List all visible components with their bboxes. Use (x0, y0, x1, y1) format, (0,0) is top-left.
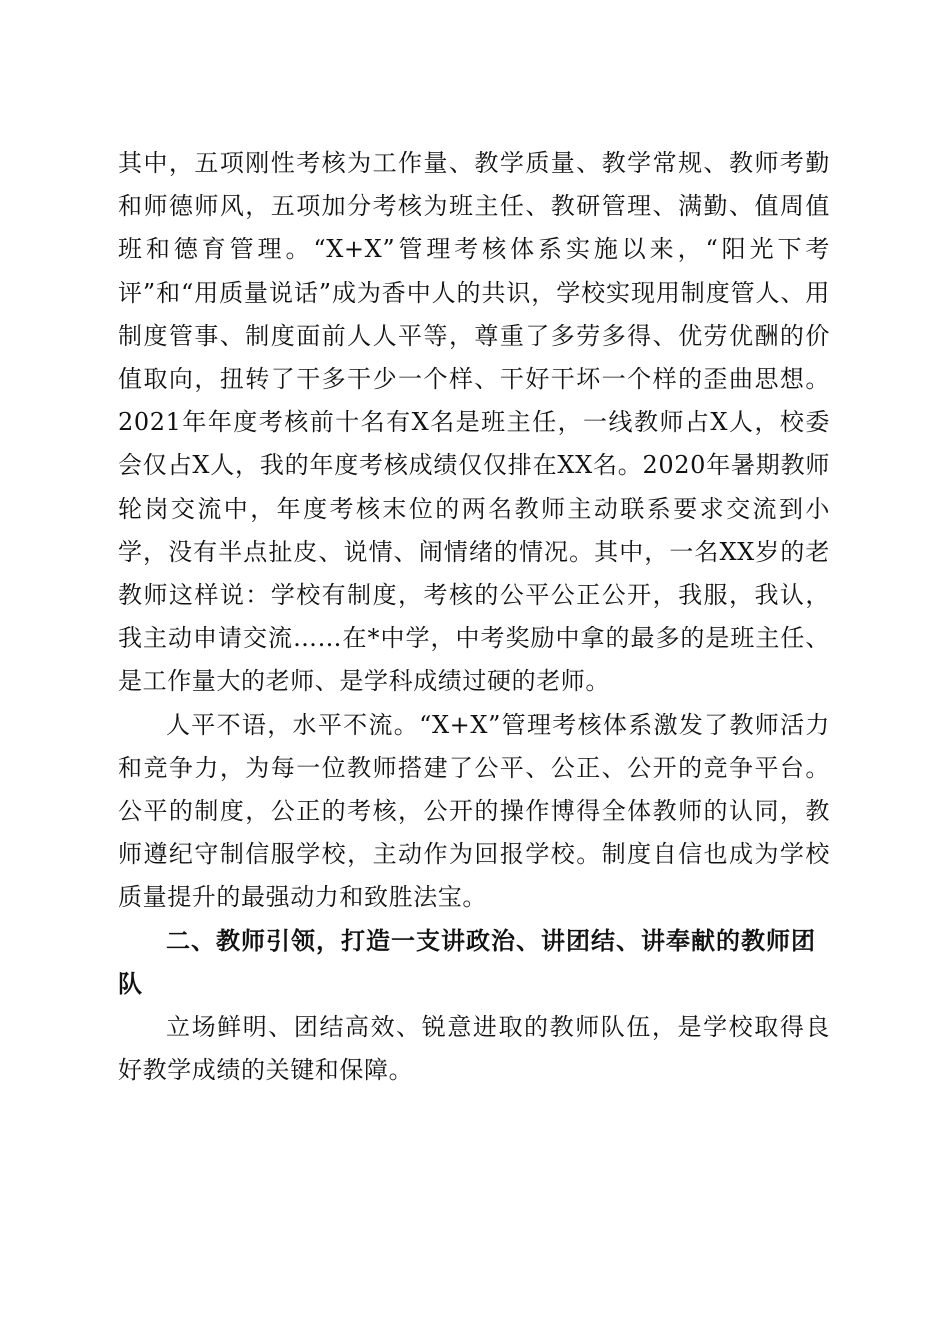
paragraph-teacher-team: 立场鲜明、团结高效、锐意进取的教师队伍，是学校取得良好教学成绩的关键和保障。 (118, 1013, 830, 1085)
paragraph-assessment-results: 其中，五项刚性考核为工作量、教学质量、教学常规、教师考勤和师德师风，五项加分考核为班主任、教研管理、满勤、值周值班和德育管理。“X+X”管理考核体系实施以来，“阳光下考评”和“用质量说话”成为香中人的共识，学校实现用制度管人、用制度管事、制度面前人人平等，尊重了多劳多得、优劳优酬的价值取向，扭转了干多干少一个样、干好干坏一个样的歪曲思想。2021年年度考核前十名有X名是班主任，一线教师占X人，校委会仅占X人，我的年度考核成绩仅仅排在XX名。2020年暑期教师轮岗交流中，年度考核末位的两名教师主动联系要求交流到小学，没有半点扯皮、说情、闹情绪的情况。其中，一名XX岁的老教师这样说：学校有制度，考核的公平公正公开，我服，我认，我主动申请交流……在*中学，中考奖励中拿的最多的是班主任、是工作量大的老师、是学科成绩过硬的老师。 (118, 149, 830, 696)
section-heading-teacher-leadership: 二、教师引领，打造一支讲政治、讲团结、讲奉献的教师团队 (118, 926, 816, 998)
document-body (118, 142, 830, 1092)
paragraph-fairness-system: 人平不语，水平不流。“X+X”管理考核体系激发了教师活力和竞争力，为每一位教师搭建了公平、公正、公开的竞争平台。公平的制度，公正的考核，公开的操作博得全体教师的认同，教师遵纪守制信服学校，主动作为回报学校。制度自信也成为学校质量提升的最强动力和致胜法宝。 (118, 710, 830, 912)
